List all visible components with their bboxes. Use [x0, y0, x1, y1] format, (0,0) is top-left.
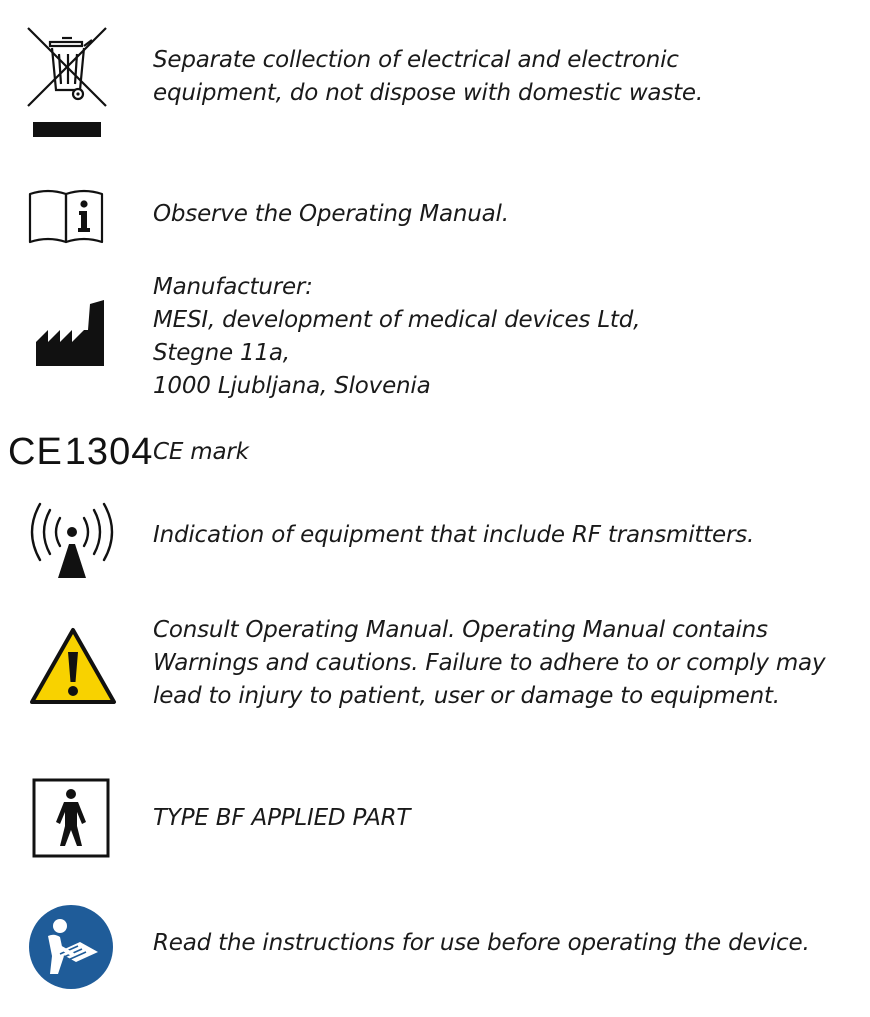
operating-manual-icon [26, 186, 108, 246]
symbol-description [153, 198, 509, 231]
symbol-description [153, 436, 249, 469]
description-line: 1000 Ljubljana, Slovenia [153, 373, 431, 399]
type-bf-applied-part-icon [32, 778, 110, 858]
description-line: equipment, do not dispose with domestic waste. [153, 80, 703, 106]
description-line: Consult Operating Manual. Operating Manual contains [153, 617, 768, 643]
description-line: Read the instructions for use before operating the device. [153, 930, 810, 956]
symbol-description [153, 802, 410, 835]
description-line: Separate collection of electrical and electronic [153, 47, 679, 73]
symbol-description [153, 519, 754, 552]
description-line: MESI, development of medical devices Ltd, [153, 307, 641, 333]
description-line: Indication of equipment that include RF transmitters. [153, 522, 755, 548]
description-line: Observe the Operating Manual. [153, 201, 509, 227]
warning-triangle-icon [28, 626, 118, 706]
description-line: CE mark [153, 439, 249, 465]
rf-transmitter-icon [26, 500, 118, 580]
crossed-out-wheelie-bin-icon [24, 24, 110, 142]
manufacturer-factory-icon [34, 300, 106, 368]
symbol-description [153, 614, 825, 713]
description-line: TYPE BF APPLIED PART [153, 805, 411, 831]
description-line: lead to injury to patient, user or damage to equipment. [153, 683, 780, 709]
ce-letters: CE [8, 431, 63, 473]
read-instructions-icon [28, 904, 114, 990]
symbol-description [153, 44, 703, 110]
symbol-description [153, 927, 810, 960]
notified-body-number: 1304 [64, 431, 154, 473]
description-line: Warnings and cautions. Failure to adhere to or comply may [153, 650, 826, 676]
symbol-description [153, 271, 640, 403]
description-line: Manufacturer: [153, 274, 313, 300]
description-line: Stegne 11a, [153, 340, 290, 366]
ce-mark-icon [8, 430, 153, 474]
